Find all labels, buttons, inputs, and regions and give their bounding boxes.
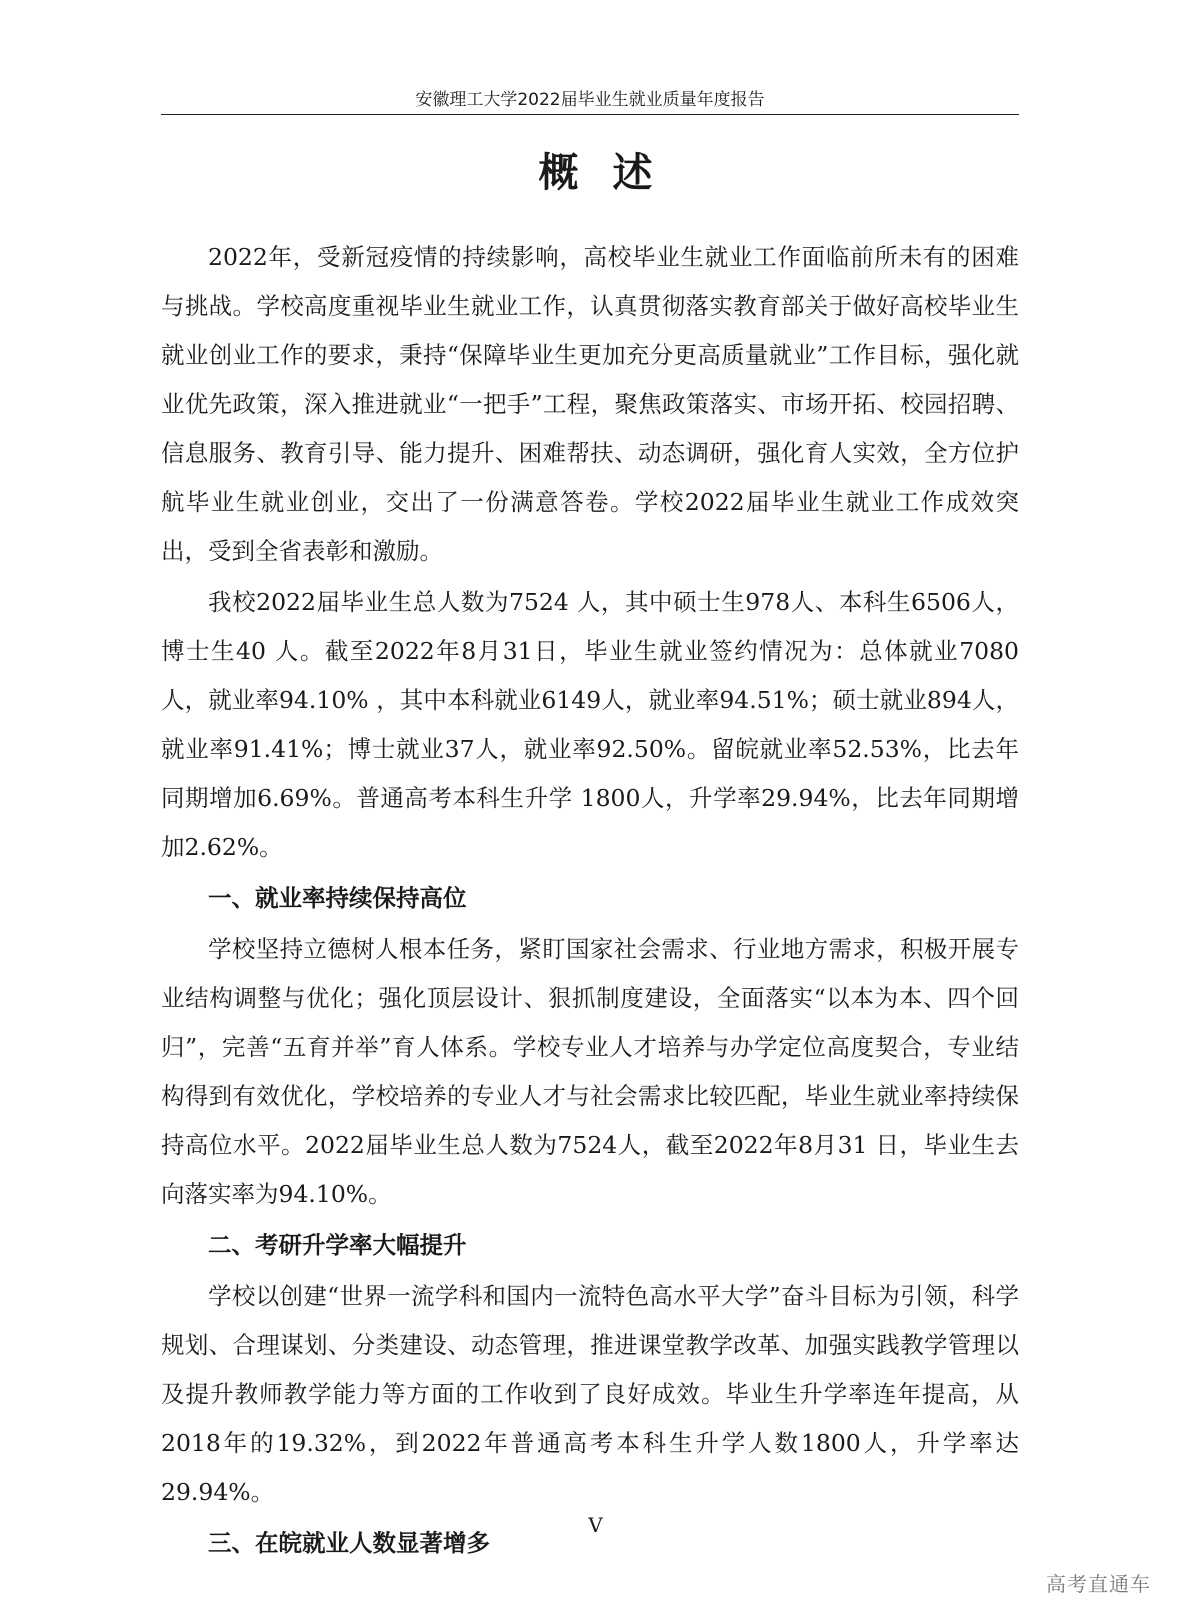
watermark-text: 高考直通车 xyxy=(1046,1572,1151,1596)
running-header-title: 安徽理工大学2022届毕业生就业质量年度报告 xyxy=(415,90,765,110)
paragraph-section-1: 学校坚持立德树人根本任务，紧盯国家社会需求、行业地方需求，积极开展专业结构调整与优化；强化顶层设计、狠抓制度建设，全面落实“以本为本、四个回归”，完善“五育并举”育人体系。学校专业人才培养与办学定位高度契合，专业结构得到有效优化，学校培养的专业人才与社会需求比较匹配，毕业生就业率持续保持高位水平。2022届毕业生总人数为7524人，截至2022年8月31 日，毕业生去向落实率为94.10%。 xyxy=(161,935,1019,1208)
page-title: 概述 xyxy=(538,150,687,196)
section-heading-1: 一、就业率持续保持高位 xyxy=(208,884,467,912)
paragraph-statistics: 我校2022届毕业生总人数为7524 人，其中硕士生978人、本科生6506人，博士生40 人。截至2022年8月31日，毕业生就业签约情况为：总体就业7080人，就业率94.10% ，其中本科就业6149人，就业率94.51%；硕士就业894人，就业率91.41%；博士就业37人，就业率92.50%。留皖就业率52.53%，比去年同期增加6.69%。普通高考本科生升学 1800人，升学率29.94%，比去年同期增加2.62%。 xyxy=(161,588,1019,861)
page-number: V xyxy=(588,1513,603,1537)
running-header xyxy=(161,88,1019,115)
section-heading-2: 二、考研升学率大幅提升 xyxy=(208,1231,467,1259)
paragraph-intro: 2022年，受新冠疫情的持续影响，高校毕业生就业工作面临前所未有的困难与挑战。学校高度重视毕业生就业工作，认真贯彻落实教育部关于做好高校毕业生就业创业工作的要求，秉持“保障毕业生更加充分更高质量就业”工作目标，强化就业优先政策，深入推进就业“一把手”工程，聚焦政策落实、市场开拓、校园招聘、信息服务、教育引导、能力提升、困难帮扶、动态调研，强化育人实效，全方位护航毕业生就业创业，交出了一份满意答卷。学校2022届毕业生就业工作成效突出，受到全省表彰和激励。 xyxy=(161,243,1019,565)
document-body xyxy=(161,233,1019,1570)
section-heading-3: 三、在皖就业人数显著增多 xyxy=(208,1529,490,1557)
paragraph-section-2: 学校以创建“世界一流学科和国内一流特色高水平大学”奋斗目标为引领，科学规划、合理谋划、分类建设、动态管理，推进课堂教学改革、加强实践教学管理以及提升教师教学能力等方面的工作收到了良好成效。毕业生升学率连年提高，从2018年的19.32%，到2022年普通高考本科生升学人数1800人，升学率达29.94%。 xyxy=(161,1282,1019,1506)
